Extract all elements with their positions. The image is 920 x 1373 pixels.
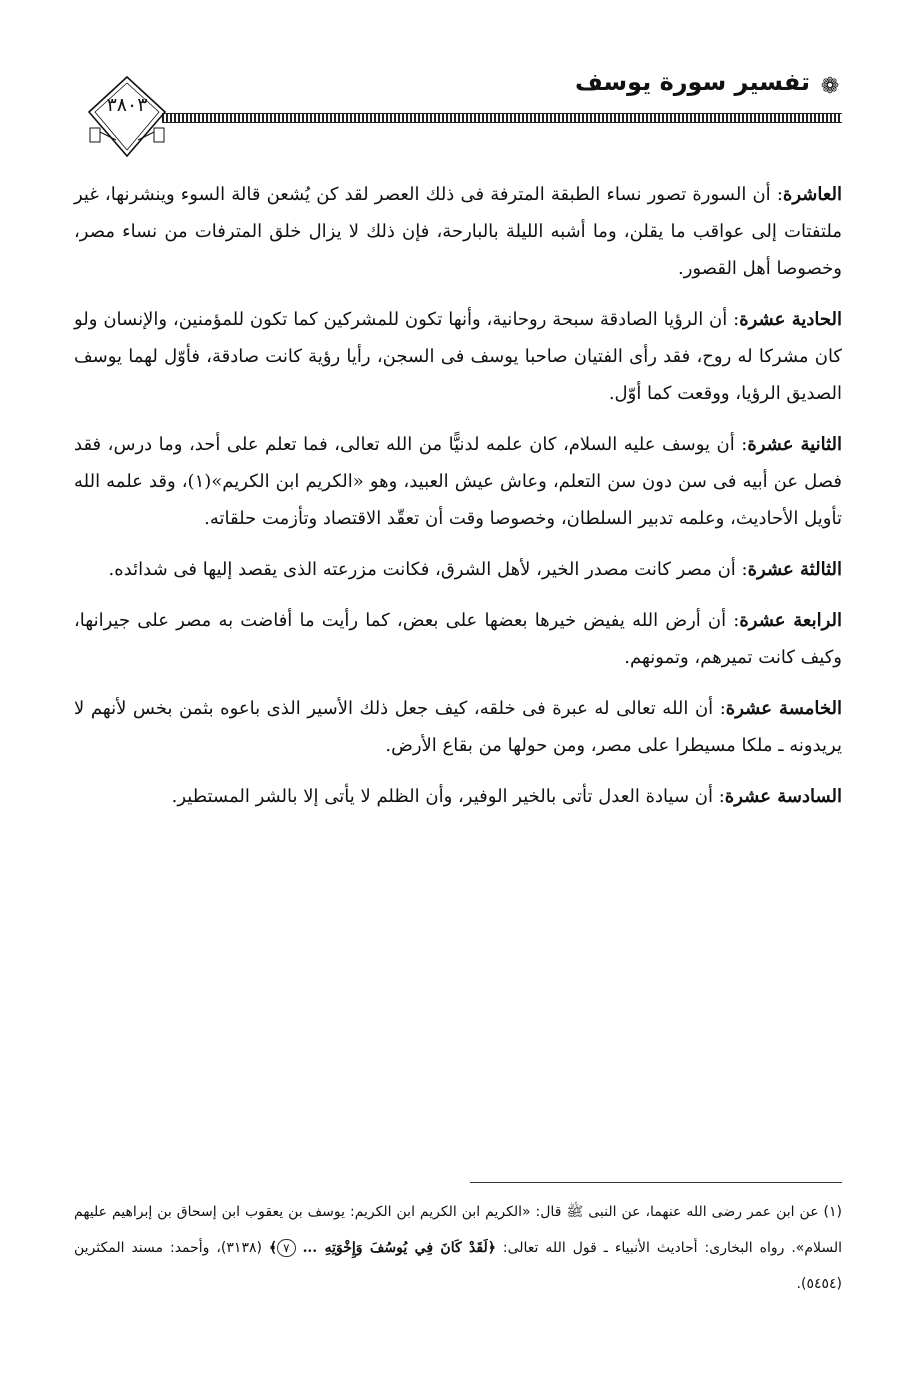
ayah-number-badge: ٧ — [277, 1239, 295, 1257]
paragraph-text: : أن سيادة العدل تأتى بالخير الوفير، وأن الظلم لا يأتى إلا بالشر المستطير. — [171, 786, 725, 807]
quran-quote: ﴿لَقَدْ كَانَ فِي يُوسُفَ وَإِخْوَتِهِ ... — [302, 1240, 496, 1256]
paragraph-16 — [74, 778, 842, 815]
quran-bracket: ﴾ — [268, 1240, 278, 1256]
paragraph-15 — [74, 690, 842, 764]
paragraph-11 — [74, 301, 842, 412]
paragraph-lead: الحادية عشرة — [739, 309, 843, 330]
paragraph-text: : أن مصر كانت مصدر الخير، لأهل الشرق، فكانت مزرعته الذى يقصد إليها فى شدائده. — [108, 559, 748, 580]
footnote-1 — [74, 1194, 842, 1302]
footnote-reference: (٣١٣٨)، وأحمد: مسند المكثرين (٥٤٥٤). — [74, 1240, 842, 1292]
paragraph-text: : أن يوسف عليه السلام، كان علمه لدنيًّا من الله تعالى، فما تعلم على أحد، وما درس، فقد فصل عن أبيه فى سن دون سن التعلم، وعاش عيش العبيد، وهو «الكريم ابن الكريم»(١)، وقد علمه الله تأويل الأحاديث، وعلمه تدبير السلطان، وخصوصا وقت أن تعقّد الاقتصاد وتأزمت حلقاته. — [74, 434, 842, 529]
diamond-frame-icon — [86, 74, 168, 160]
flower-ornament-icon: ❁ — [820, 74, 840, 99]
paragraph-text: : أن السورة تصور نساء الطبقة المترفة فى ذلك العصر لقد كن يُشعن قالة السوء وينشرنها، غير ملتفتات إلى عواقب ما يقلن، وما أشبه الليلة بالبارحة، فإن ذلك لا يزال خلق المترفات من نساء مصر، وخصوصا أهل القصور. — [74, 184, 842, 279]
paragraph-text: : أن الله تعالى له عبرة فى خلقه، كيف جعل ذلك الأسير الذى باعوه بثمن بخس لأنهم لا يريدونه ـ ملكا مسيطرا على مصر، ومن حولها من بقاع الأرض. — [74, 698, 842, 756]
paragraph-lead: العاشرة — [782, 184, 842, 205]
header-rule — [162, 113, 842, 123]
body-text — [74, 176, 842, 829]
footnote-text: (١) عن ابن عمر رضى الله عنهما، عن النبى ﷺ قال: «الكريم ابن الكريم ابن الكريم: يوسف بن يعقوب ابن إسحاق بن إبراهيم عليهم السلام». رواه البخارى: أحاديث الأنبياء ـ قول الله تعالى: — [74, 1204, 843, 1256]
paragraph-lead: الرابعة عشرة — [739, 610, 842, 631]
running-title: تفسير سورة يوسف — [574, 68, 810, 96]
paragraph-lead: الثانية عشرة — [747, 434, 843, 455]
paragraph-text: : أن أرض الله يفيض خيرها بعضها على بعض، كما رأيت ما أفاضت به مصر على جيرانها، وكيف كانت تميرهم، وتمونهم. — [74, 610, 842, 668]
footnote-rule — [470, 1182, 842, 1183]
paragraph-10 — [74, 176, 842, 287]
paragraph-13 — [74, 551, 842, 588]
paragraph-lead: الخامسة عشرة — [725, 698, 842, 719]
page-header — [0, 0, 920, 170]
paragraph-text: : أن الرؤيا الصادقة سبحة روحانية، وأنها تكون للمشركين كما تكون للمؤمنين، والإنسان ولو كان مشركا له روح، فقد رأى الفتيان صاحبا يوسف فى السجن، رأيا رؤية كانت صادقة، فأوّل لهما يوسف الصديق الرؤيا، ووقعت كما أوّل. — [74, 309, 842, 404]
paragraph-12 — [74, 426, 842, 537]
paragraph-lead: السادسة عشرة — [724, 786, 842, 807]
paragraph-lead: الثالثة عشرة — [747, 559, 842, 580]
paragraph-14 — [74, 602, 842, 676]
page-number-badge — [86, 74, 168, 160]
page-number: ٣٨٠٣ — [106, 94, 148, 116]
